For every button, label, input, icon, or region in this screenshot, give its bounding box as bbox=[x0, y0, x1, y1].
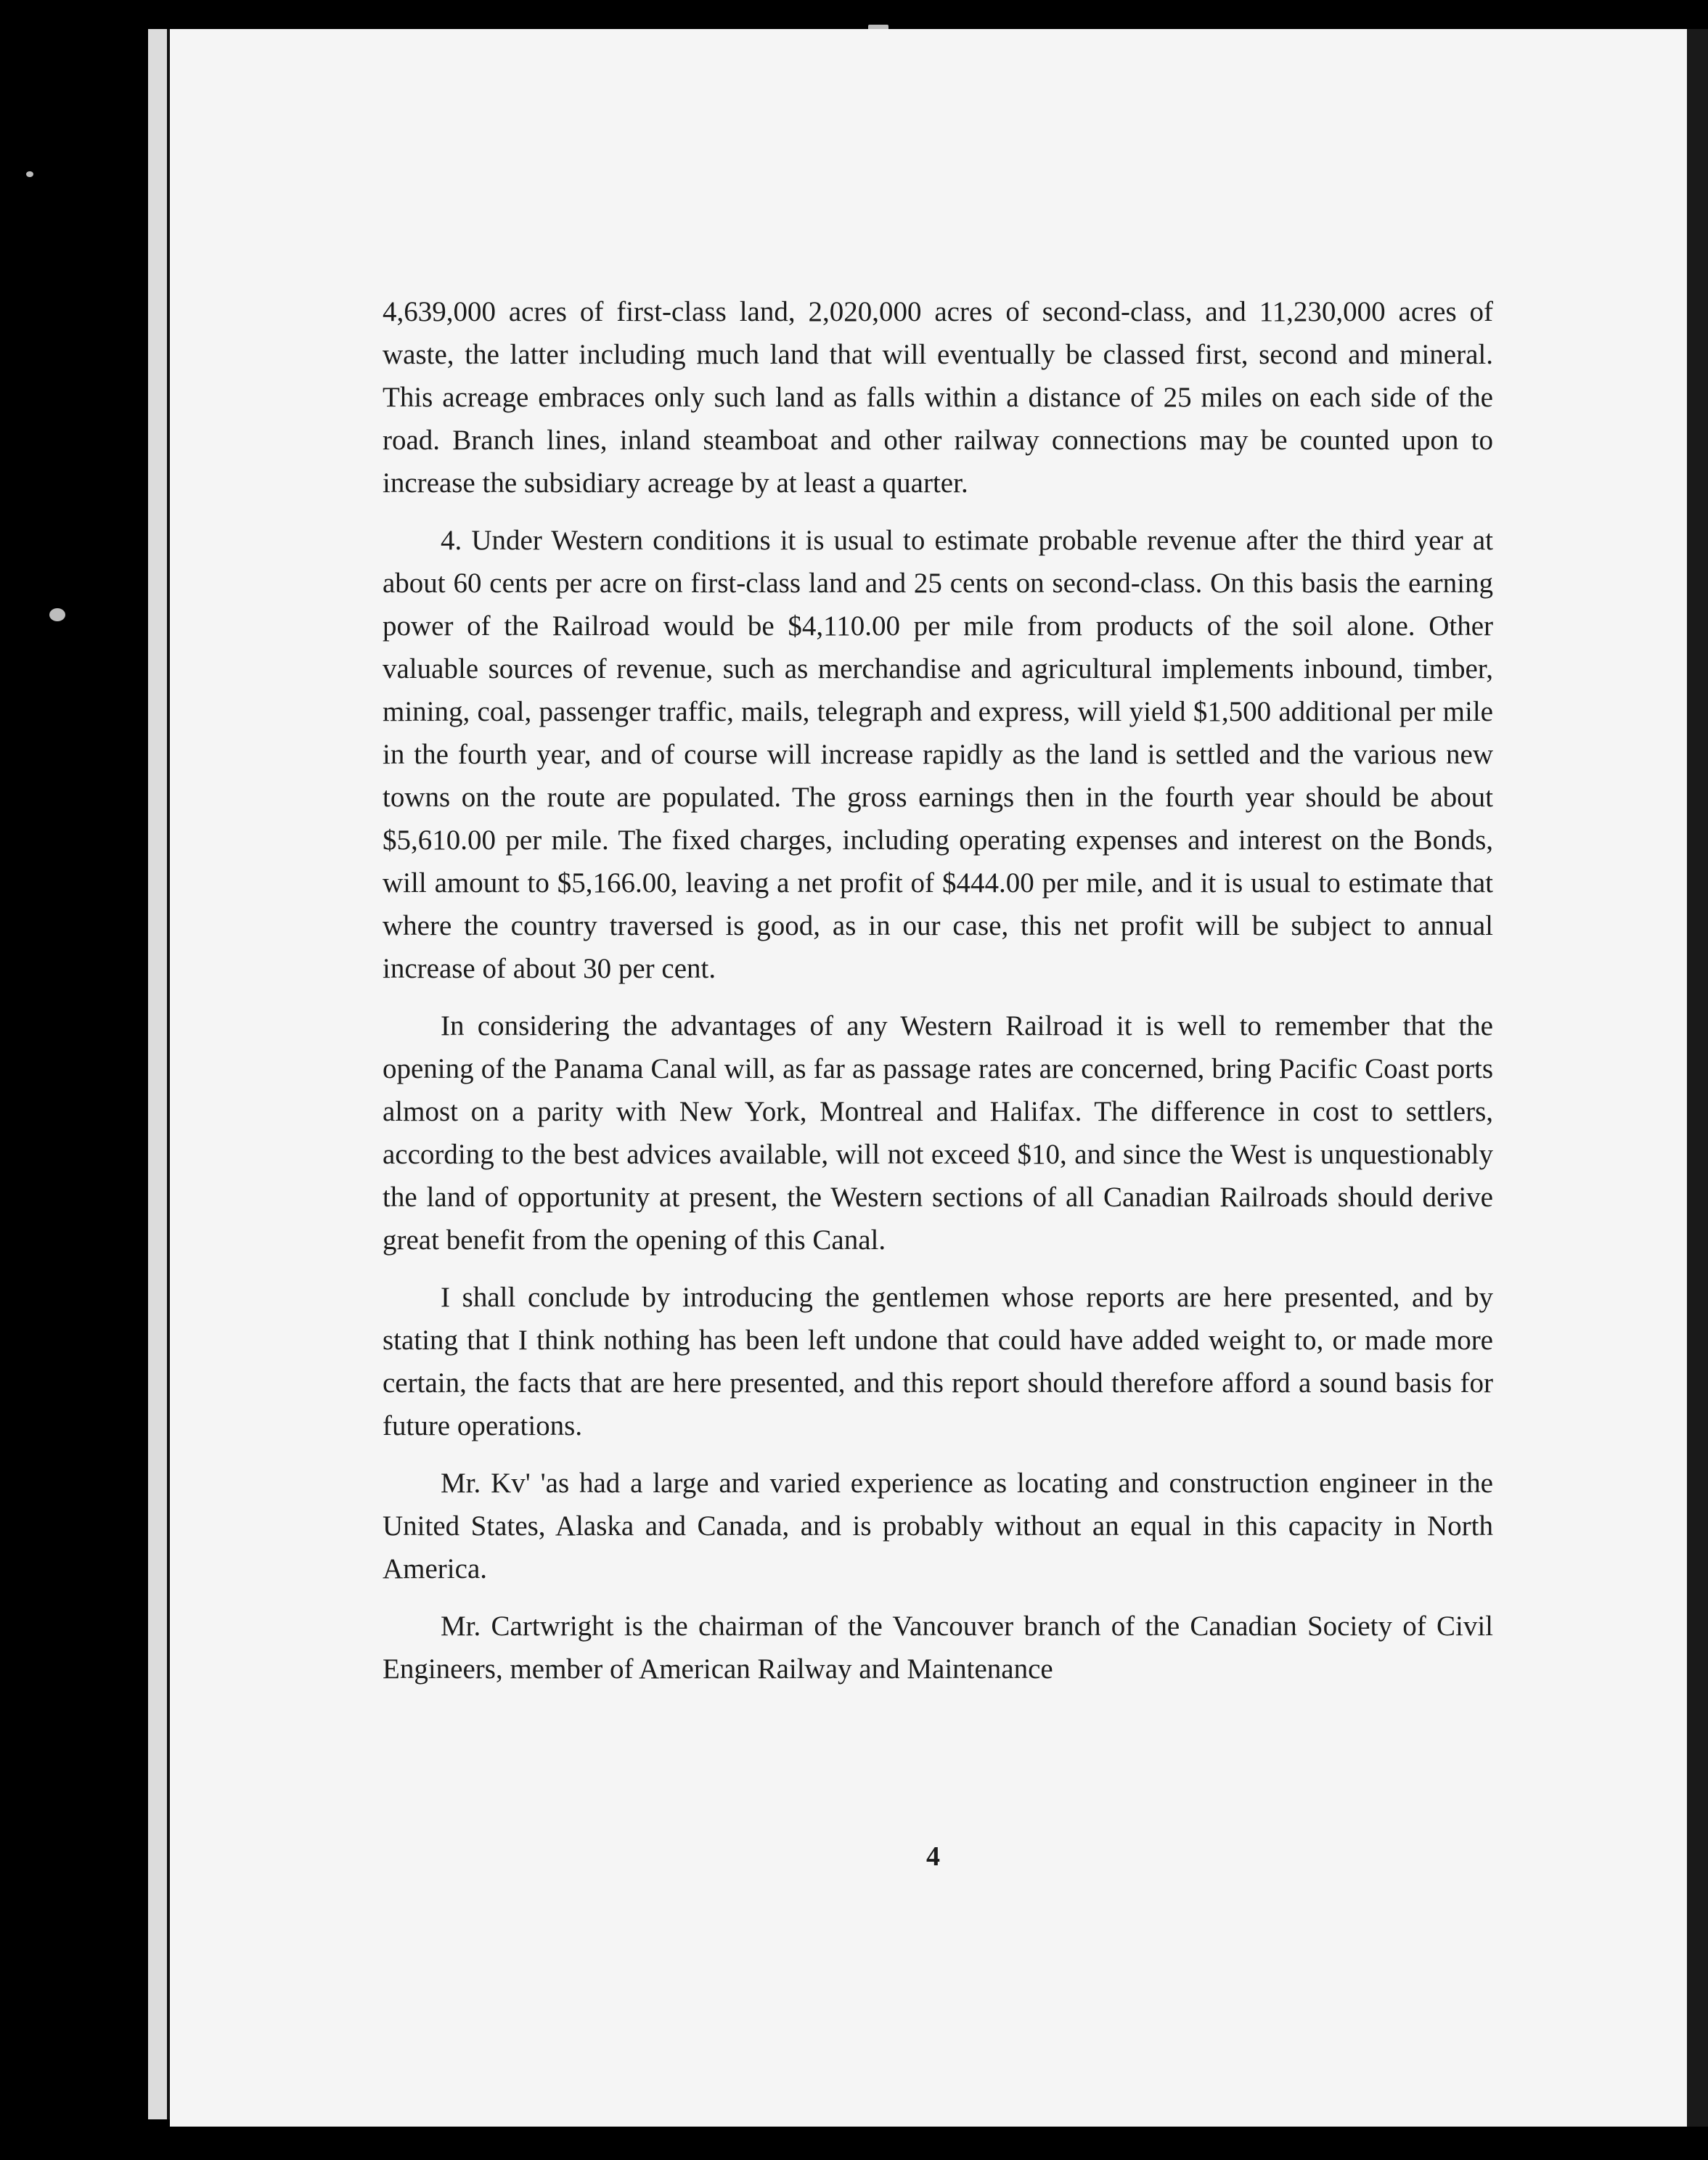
scan-speck bbox=[26, 171, 33, 177]
paragraph-acreage: 4,639,000 acres of first-class land, 2,020,000 acres of second-class, and 11,230,000 acres of waste, the latter including much land that will eventually be classed first, second and mineral. This acreage embraces only such land as falls within a distance of 25 miles on each side of the road. Branch lines, inland steamboat and other railway connections may be counted upon to increase the subsidiary acreage by at least a quarter. bbox=[383, 296, 1493, 499]
page-edge-strip bbox=[148, 29, 167, 2119]
paragraph-conclusion: I shall conclude by introducing the gentlemen whose reports are here presented, and by stating that I think nothing has been left undone that could have added weight to, or made more certain, the facts that are here presented, and this report should therefore afford a sound basis for future operations. bbox=[383, 1282, 1493, 1441]
paragraph-panama-canal: In considering the advantages of any Western Railroad it is well to remember that the opening of the Panama Canal will, as far as passage rates are concerned, bring Pacific Coast ports almost on a parity with New York, Montreal and Halifax. The difference in cost to settlers, according to the best advices available, will not exceed $10, and since the West is unquestionably the land of opportunity at present, the Western sections of all Canadian Railroads should derive great benefit from the opening of this Canal. bbox=[383, 1010, 1493, 1256]
paragraph-revenue-estimate: 4. Under Western conditions it is usual to estimate probable revenue after the third year at about 60 cents per acre on first-class land and 25 cents on second-class. On this basis the earning power of the Railroad would be $4,110.00 per mile from products of the soil alone. Other valuable sources of revenue, such as merchandise and agricultural implements inbound, timber, mining, coal, passenger traffic, mails, telegraph and express, will yield $1,500 additional per mile in the fourth year, and of course will increase rapidly as the land is settled and the various new towns on the route are populated. The gross earnings then in the fourth year should be about $5,610.00 per mile. The fixed charges, including operating expenses and interest on the Bonds, will amount to $5,166.00, leaving a net profit of $444.00 per mile, and it is usual to estimate that where the country traversed is good, as in our case, this net profit will be subject to annual increase of about 30 per cent. bbox=[383, 525, 1493, 984]
body-text bbox=[383, 290, 1493, 1705]
page-number: 4 bbox=[926, 1841, 940, 1872]
scan-speck bbox=[49, 608, 65, 621]
page-right-shadow bbox=[1687, 29, 1708, 2127]
paragraph-engineer-experience: Mr. Kv' 'as had a large and varied experience as locating and construction engineer in the United States, Alaska and Canada, and is probably without an equal in this capacity in North America. bbox=[383, 1468, 1493, 1584]
paragraph-cartwright: Mr. Cartwright is the chairman of the Vancouver branch of the Canadian Society of Civil Engineers, member of American Railway and Maintenance bbox=[383, 1611, 1493, 1685]
